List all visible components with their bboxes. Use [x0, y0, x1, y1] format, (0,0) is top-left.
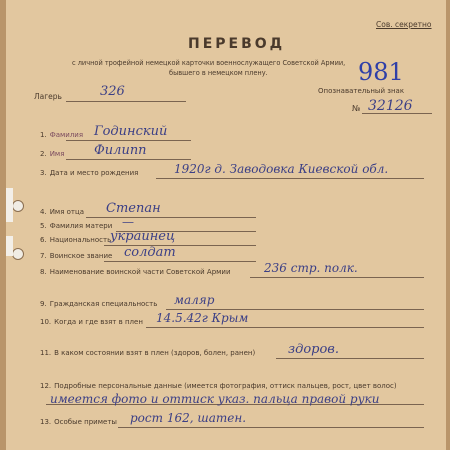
- field-value: маляр: [174, 293, 215, 307]
- field-number: 5.: [40, 222, 47, 230]
- field-label: [40, 150, 64, 158]
- field-underline: [66, 140, 191, 141]
- subtitle-line-2: бывшего в немецком плену.: [169, 69, 268, 77]
- field-label-text: Фамилия матери: [49, 222, 113, 230]
- field-label: [40, 208, 84, 216]
- field-value: рост 162, шатен.: [130, 411, 247, 425]
- field-label-text: Имя отца: [49, 208, 85, 216]
- camp-underline: [66, 101, 186, 102]
- torn-edge-3: [6, 236, 13, 256]
- torn-edge-2: [6, 208, 13, 222]
- punch-hole-top: [12, 200, 24, 212]
- field-value: Годинский: [94, 124, 168, 139]
- field-number: 8.: [40, 268, 47, 276]
- field-underline: [104, 261, 256, 262]
- field-underline: [118, 427, 424, 428]
- field-label-text: Когда и где взят в плен: [54, 318, 143, 326]
- field-label: [40, 418, 117, 426]
- field-label-text: Национальность: [49, 236, 112, 244]
- field-number: 7.: [40, 252, 47, 260]
- field-label-text: Имя: [49, 150, 65, 158]
- field-number: 10.: [40, 318, 52, 326]
- field-value: здоров.: [288, 342, 340, 357]
- document-page: [6, 0, 446, 450]
- field-value: Филипп: [94, 143, 147, 158]
- field-value: Степан: [106, 201, 161, 216]
- field-label-text: Подробные персональные данные (имеется фотография, оттиск пальцев, рост, цвет волос): [54, 382, 397, 390]
- field-label: [40, 349, 255, 357]
- field-label: [40, 382, 397, 390]
- ident-annotation: 981: [358, 58, 404, 86]
- field-label: [40, 169, 138, 177]
- field-number: 13.: [40, 418, 52, 426]
- field-underline: [250, 277, 424, 278]
- field-number: 6.: [40, 236, 47, 244]
- field-label: [40, 131, 83, 139]
- field-label: [40, 236, 111, 244]
- field-number: 4.: [40, 208, 47, 216]
- field-number: 11.: [40, 349, 52, 357]
- classification-stamp: Сов. секретно: [376, 20, 432, 29]
- field-value: 236 стр. полк.: [264, 261, 358, 275]
- field-label: [40, 318, 143, 326]
- field-label-text: Фамилия: [49, 131, 84, 139]
- field-label: [40, 268, 231, 276]
- field-label-text: В каком состоянии взят в плен (здоров, болен, ранен): [54, 349, 256, 357]
- camp-label: Лагерь: [34, 92, 62, 101]
- field-number: 9.: [40, 300, 47, 308]
- field-label-text: Особые приметы: [54, 418, 117, 426]
- punch-hole-middle: [12, 248, 24, 260]
- torn-edge-1: [6, 188, 13, 210]
- field-value: украинец: [110, 229, 176, 244]
- field-number: 2.: [40, 150, 47, 158]
- field-label-text: Гражданская специальность: [49, 300, 158, 308]
- field-label: [40, 300, 157, 308]
- field-number: 1.: [40, 131, 47, 139]
- field-label-text: Воинское звание: [49, 252, 113, 260]
- subtitle-line-1: с личной трофейной немецкой карточки военнослужащего Советской Армии,: [72, 59, 346, 67]
- document-title: ПЕРЕВОД: [188, 36, 286, 52]
- field-label-text: Наименование воинской части Советской Армии: [49, 268, 231, 276]
- camp-value: 326: [100, 84, 125, 99]
- field-value: 1920г д. Заводовка Киевской обл.: [174, 162, 389, 176]
- field-number: 3.: [40, 169, 47, 177]
- ident-label: Опознавательный знак: [318, 87, 405, 95]
- field-underline: [66, 159, 191, 160]
- field-underline: [86, 217, 256, 218]
- field-label: [40, 222, 112, 230]
- field-value: имеется фото и оттиск указ. пальца правой руки: [50, 392, 380, 406]
- field-value: 14.5.42г Крым: [156, 311, 249, 325]
- field-underline: [276, 358, 424, 359]
- ident-value: 32126: [368, 98, 413, 114]
- field-label-text: Дата и место рождения: [49, 169, 139, 177]
- ident-number-prefix: №: [352, 104, 361, 113]
- field-value: —: [122, 215, 134, 229]
- field-underline: [156, 178, 424, 179]
- field-number: 12.: [40, 382, 52, 390]
- field-value: солдат: [124, 245, 176, 260]
- field-underline: [146, 327, 424, 328]
- field-label: [40, 252, 112, 260]
- field-underline: [166, 309, 424, 310]
